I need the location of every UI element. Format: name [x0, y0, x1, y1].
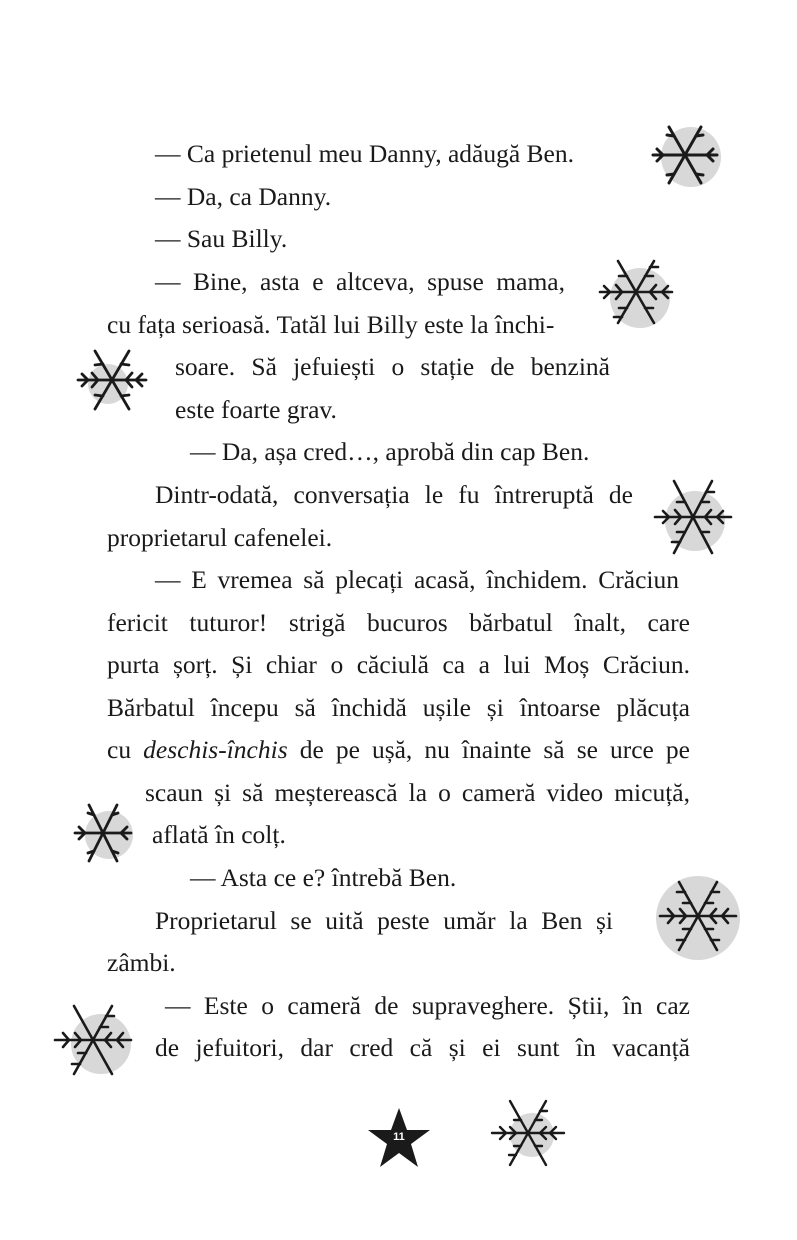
snowflake-icon — [650, 472, 736, 562]
snowflake-icon — [592, 248, 680, 336]
snowflake-icon — [645, 115, 725, 195]
line-rest: de pe ușă, nu înainte să se urce pe — [299, 735, 690, 764]
snowflake-icon — [488, 1093, 568, 1173]
text-line: fericit tuturor! strigă bucuros bărbatul înalt, care — [107, 608, 690, 637]
snowflake-icon — [70, 338, 154, 422]
text-line: Bărbatul începu să închidă ușile și întoarse plăcuța — [107, 693, 690, 722]
snowflake-icon — [70, 798, 136, 868]
text-line: — Sau Billy. — [155, 224, 288, 253]
italic-term: deschis-închis — [143, 735, 288, 764]
text-line: scaun și să meșterească la o cameră video micuță, — [145, 778, 690, 807]
text-line: este foarte grav. — [175, 395, 337, 424]
text-line: zâmbi. — [107, 948, 176, 977]
text-line: — Este o cameră de supraveghere. Știi, în caz — [165, 991, 690, 1020]
text-line: — Ca prietenul meu Danny, adăugă Ben. — [155, 139, 574, 168]
page-number: 11 — [393, 1131, 405, 1143]
text-line: cu fața serioasă. Tatăl lui Billy este la închi- — [107, 310, 555, 339]
snowflake-icon — [648, 868, 748, 964]
text-line: proprietarul cafenelei. — [107, 523, 333, 552]
text-line: purta șorț. Și chiar o căciulă ca a lui Moș Crăciun. — [107, 650, 690, 679]
text-line: — Bine, asta e altceva, spuse mama, — [155, 267, 565, 296]
text-line: soare. Să jefuiești o stație de benzină — [175, 352, 610, 381]
text-line: Dintr-odată, conversația le fu întreruptă de — [155, 480, 633, 509]
text-line: — Da, ca Danny. — [155, 182, 332, 211]
text-line: — E vremea să plecați acasă, închidem. Crăciun — [155, 565, 679, 594]
text-line: de jefuitori, dar cred că și ei sunt în vacanță — [155, 1033, 690, 1062]
text-line: aflată în colț. — [152, 820, 286, 849]
text-line: — Asta ce e? întrebă Ben. — [190, 863, 457, 892]
text-line — [107, 734, 690, 766]
page-number-star — [366, 1106, 432, 1170]
text-line: Proprietarul se uită peste umăr la Ben și — [155, 906, 613, 935]
line-prefix: cu — [107, 735, 132, 764]
text-line: — Da, așa cred…, aprobă din cap Ben. — [190, 437, 590, 466]
snowflake-icon — [48, 998, 138, 1082]
